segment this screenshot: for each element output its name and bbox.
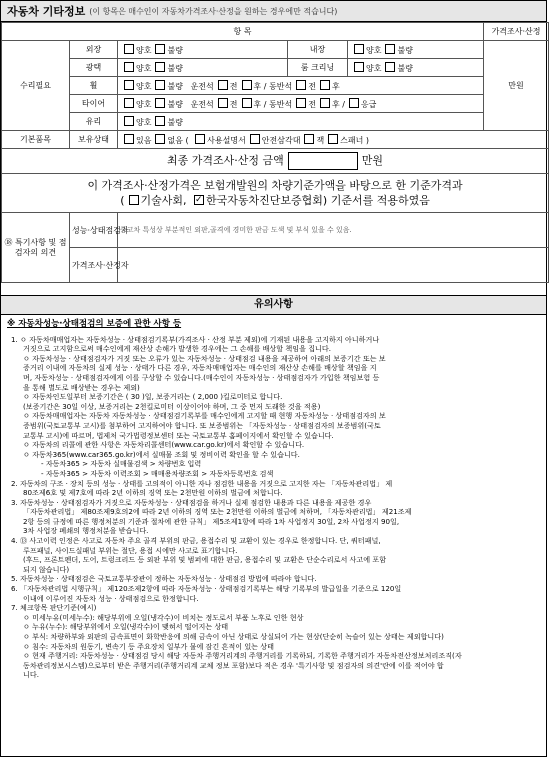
checkbox[interactable]	[129, 195, 139, 205]
basic-label: 기본품목	[2, 131, 70, 149]
option-label: 양호	[136, 81, 152, 91]
option-label: 후 / 동반석	[253, 81, 293, 91]
option-label: 전	[229, 81, 238, 91]
option-label: 후 / 동반석	[253, 99, 293, 109]
option-label: 잭	[316, 135, 325, 145]
row-options	[118, 77, 549, 95]
option-label: 스패너	[340, 135, 364, 145]
checkbox[interactable]	[124, 98, 134, 108]
option-label: 양호	[366, 45, 382, 55]
note-line: ㅇ 자동차매매업자는 자동차 자동차성능 · 상태점검기록부를 매수인에게 고지할 때 현행 자동차성능 · 상태점검자의 보	[23, 411, 386, 421]
row-sub-name: 운전석	[190, 99, 214, 109]
option-label: 불량	[167, 117, 183, 127]
option-label: 후 /	[331, 99, 345, 109]
row-name: 룸 크리닝	[288, 59, 348, 77]
special-label: ⑱ 특기사항 및 점검자의 의견	[2, 213, 70, 283]
note-line: ㅇ 현재 주행거리: 자동차성능 · 상태점검 당시 해당 자동차 주행거리계의 주행거리를 기록하되, 기록한 주행거리가 자동차전산정보처리조직(자	[23, 651, 462, 661]
repair-label: 수리필요	[2, 41, 70, 131]
option-label: 양호	[136, 63, 152, 73]
row-options	[348, 59, 484, 77]
checkbox[interactable]	[124, 44, 134, 54]
basic-options: 있음 없음 ( 사용설명서 안전삼각대 잭 스패너 )	[118, 131, 549, 149]
note-line: 이내에 이루어진 자동차 성능 · 상태점검으로 한정합니다.	[23, 593, 199, 603]
row-name: 타이어	[70, 95, 118, 113]
note-line: 동차관리정보시스템)으로부터 받은 주행거리(주행거리계 교체 정보 포함)보다 적은 경우 '특기사항 및 점검자의 의견'란에 이를 적어야 합	[23, 660, 444, 670]
note-line: 3차 사업장 폐쇄의 행정처분을 받습니다.	[23, 526, 149, 536]
checkbox[interactable]	[155, 134, 165, 144]
notes-body	[1, 315, 546, 682]
note-line: 교통부 고시)에 따르며, 법제처 국가법령정보센터 또는 국토교통부 홈페이지에서 확인할 수 있습니다.	[23, 430, 334, 440]
checkbox[interactable]	[155, 62, 165, 72]
special-r2-label: 가격조사·산정자	[70, 248, 118, 283]
checkbox[interactable]	[155, 98, 165, 108]
note-line: 증범위(국토교통부 고시)를 첨부하여 고지하여야 합니다. 또 보증범위는 「자동차성능 · 상태점검자의 보증범위(국토	[23, 420, 381, 430]
checkbox[interactable]	[124, 134, 134, 144]
notes-list	[7, 335, 540, 680]
row-options	[118, 41, 288, 59]
checkbox[interactable]	[124, 80, 134, 90]
col-price: 가격조사·산정	[484, 23, 549, 41]
option-label: 불량	[167, 81, 183, 91]
option-label: 불량	[167, 45, 183, 55]
note-line: 4. ⑬ 사고이력 인정은 사고로 자동차 주요 골격 부위의 판금, 용접수리 및 교환이 있는 경우로 한정합니다. 단, 쿼터패널,	[11, 536, 381, 546]
row-options	[118, 113, 484, 131]
option-label: 안전삼각대	[261, 135, 301, 145]
row-options	[348, 41, 484, 59]
checkbox[interactable]	[250, 134, 260, 144]
basis-paren: (	[120, 194, 125, 207]
section-note: (이 항목은 매수인이 자동차가격조사·산정을 원하는 경우에만 적습니다)	[89, 6, 338, 16]
option-label: 전	[308, 99, 316, 109]
note-line: 니다.	[23, 670, 39, 680]
checkbox[interactable]	[218, 80, 228, 90]
checkbox[interactable]	[242, 98, 252, 108]
option-label: 전	[308, 81, 316, 91]
option-label: 불량	[167, 99, 183, 109]
basis-row	[2, 174, 549, 213]
checkbox[interactable]	[328, 134, 338, 144]
special-r2-input[interactable]	[118, 248, 549, 283]
note-line: (보증기간은 30일 이상, 보증거리는 2천킬로미터 이상이어야 하며, 그 중 먼저 도래한 것을 적용)	[23, 401, 321, 411]
option-label: 사용설명서	[207, 135, 246, 145]
option-label: 후	[331, 81, 340, 91]
option-label: 전	[229, 99, 238, 109]
row-name: 광택	[70, 59, 118, 77]
option-label: 한국자동차진단보증협회	[206, 194, 323, 207]
note-line: 1. ㅇ 자동차매매업자는 자동차성능 · 상태점검기록부(가격조사 · 산정 부분 제외)에 기재된 내용을 고지하지 아니하거나	[11, 334, 380, 344]
checkbox[interactable]	[124, 116, 134, 126]
basic-sub: 보유상태	[70, 131, 118, 149]
row-name: 외장	[70, 41, 118, 59]
note-line: ㅇ 자동차365(www.car365.go.kr)에서 실매물 조회 및 정비이력 확인을 할 수 있습니다.	[23, 449, 300, 459]
note-line: ㅇ 누유(누수): 해당부위에서 오일(냉각수)이 맺혀서 떨어지는 상태	[23, 622, 229, 632]
option-label: 불량	[397, 63, 413, 73]
option-label: 양호	[136, 45, 152, 55]
note-line: 5. 자동차성능 · 상태점검은 국토교통부장관이 정하는 자동차성능 · 상태점검 방법에 따라야 합니다.	[11, 574, 317, 584]
col-item: 항 목	[2, 23, 484, 41]
price-unit: 만원	[484, 41, 549, 131]
row-name: 내장	[288, 41, 348, 59]
note-line: 7. 체크항목 판단기준(예시)	[11, 603, 97, 613]
option-label: 양호	[366, 63, 382, 73]
note-line: 되지 않습니다)	[23, 564, 70, 574]
note-line: 80조제6호 및 제7호에 따라 2년 이하의 징역 또는 2천만원 이하의 벌금에 처합니다.	[23, 488, 283, 498]
basis-tail: ) 기준서를 적용하였음	[322, 194, 430, 207]
checkbox[interactable]	[296, 80, 306, 90]
notes-title: 유의사항	[1, 295, 546, 315]
option-label: 있음	[136, 135, 152, 145]
note-line: ㅇ 자동차인도일부터 보증기간은 ( 30 )일, 보증거리는 ( 2,000 )킬로미터로 합니다.	[23, 392, 283, 402]
note-line: 거짓으로 고지함으로써 매수인에게 재산상 손해가 발생한 경우에는 그 손해를 배상할 책임을 집니다.	[23, 344, 332, 354]
note-line: ㅇ 자동차성능 · 상태점검자가 거짓 또는 오류가 있는 자동차성능 · 상태점검 내용을 제공하여 아래의 보증기간 또는 보	[23, 353, 386, 363]
note-line: 며, 자동차성능 · 상태점검자에게 이를 구상할 수 있습니다.(매수인이 자동차성능 · 상태점검자가 가입한 책임보험 등	[23, 372, 380, 382]
note-line: ㅇ 미세누유(미세누수): 해당부위에 오일(냉각수)이 비치는 정도로서 부품 노후로 인한 현상	[23, 612, 304, 622]
checkbox[interactable]	[155, 80, 165, 90]
option-label: 양호	[136, 99, 152, 109]
note-line: - 자동차365 > 자동차 이력조회 > 매매용차량조회 > 자동차등록번호 검색	[41, 468, 274, 478]
row-name: 휠	[70, 77, 118, 95]
final-price-label: 최종 가격조사·산정 금액	[167, 154, 284, 167]
checkbox[interactable]	[155, 116, 165, 126]
note-line: 증거리 이내에 자동차의 실제 성능 · 상태가 다른 경우, 자동차매매업자는 매수인의 재산상 손해를 배상할 책임을 지	[23, 363, 377, 373]
note-line: ㅇ 침수: 자동차의 원동기, 변속기 등 주요장치 일부가 물에 잠긴 흔적이 있는 상태	[23, 641, 274, 651]
row-options	[118, 95, 549, 113]
checkbox[interactable]	[304, 134, 314, 144]
checkbox[interactable]	[354, 44, 364, 54]
note-line: - 자동차365 > 자동차 실매물검색 > 차량번호 입력	[41, 459, 202, 469]
note-line: 2. 자동차의 구조 · 장치 등의 성능 · 상태를 고의적이 아니한 자나 점검한 내용을 거짓으로 고지한 자는 「자동차관리법」 제	[11, 478, 393, 488]
checkbox[interactable]	[385, 62, 395, 72]
checkbox[interactable]	[354, 62, 364, 72]
note-line: 을 통해 별도로 배상받는 경우는 제외)	[23, 382, 140, 392]
option-label: 응급	[360, 99, 377, 109]
note-line: ㅇ 부식: 차량하부와 외판의 금속표면이 화학반응에 의해 금속이 아닌 상태로 상실되어 가는 현상(단순히 녹슬어 있는 상태는 제외합니다)	[23, 632, 444, 641]
section-title: 자동차 기타정보	[7, 5, 86, 18]
row-options	[118, 59, 288, 77]
checkbox[interactable]	[242, 80, 252, 90]
checkbox[interactable]	[320, 98, 330, 108]
note-line: 6. 「자동차관리법 시행규칙」 제120조제2항에 따라 자동차성능 · 상태점검기록부는 해당 기록부의 발급일을 기준으로 120일	[11, 584, 402, 594]
note-line: 「자동차관리법」 제80조제9호의2에 따라 2년 이하의 징역 또는 2천만원 이하의 벌금에 처하며, 「자동차관리법」 제21조제	[23, 507, 412, 517]
option-label: 기술사회,	[140, 194, 187, 207]
special-r1-note[interactable]: 중고차 특성상 부분적인 외판,골격에 경미한 판금 도색 및 부식 있을 수 있음.	[118, 213, 549, 248]
note-line: 2항 등의 규정에 따른 행정처분의 기준과 절차에 관한 규칙」 제5조제1항에 따라 1차 사업정지 30일, 2차 사업정지 90일,	[23, 516, 400, 526]
repair-table	[1, 22, 549, 283]
option-label: 없음	[167, 135, 183, 145]
checkbox-checked[interactable]	[194, 195, 204, 205]
row-sub-name: 운전석	[190, 81, 214, 91]
checkbox[interactable]	[349, 98, 359, 108]
row-name: 유리	[70, 113, 118, 131]
option-label: 양호	[136, 117, 152, 127]
option-label: 불량	[167, 63, 183, 73]
special-r1-label: 성능·상태점검자	[70, 213, 118, 248]
final-price-row	[2, 149, 549, 174]
final-price-input[interactable]	[288, 152, 358, 170]
note-line: 3. 자동차성능 · 상태점검자가 거짓으로 자동차성능 · 상태점검을 하거나 실제 점검한 내용과 다른 내용을 제공한 경우	[11, 497, 372, 507]
checkbox[interactable]	[124, 62, 134, 72]
final-price-unit: 만원	[361, 154, 384, 167]
checkbox[interactable]	[296, 98, 306, 108]
option-label: 불량	[397, 45, 413, 55]
section-header	[1, 1, 546, 22]
checkbox[interactable]	[218, 98, 228, 108]
checkbox[interactable]	[195, 134, 205, 144]
note-line: 루프패널, 사이드실패널 부위는 절단, 용접 시에만 사고로 표기합니다.	[23, 545, 238, 555]
basis-line1: 이 가격조사·산정가격은 보험개발원의 차량기준가액을 바탕으로 한 기준가격과	[87, 179, 463, 192]
checkbox[interactable]	[385, 44, 395, 54]
note-line: ㅇ 자동차의 리콜에 관한 사항은 자동차리콜센터(www.car.go.kr)에서 확인할 수 있습니다.	[23, 440, 305, 450]
note-line: (후드, 프론트펜더, 도어, 트렁크리드 등 외판 부위 및 범퍼에 대한 판금, 용접수리 및 교환은 단순수리로서 사고에 포함	[23, 555, 387, 565]
checkbox[interactable]	[320, 80, 330, 90]
notes-heading: ※ 자동차성능·상태점검의 보증에 관한 사항 등	[7, 319, 182, 329]
checkbox[interactable]	[155, 44, 165, 54]
